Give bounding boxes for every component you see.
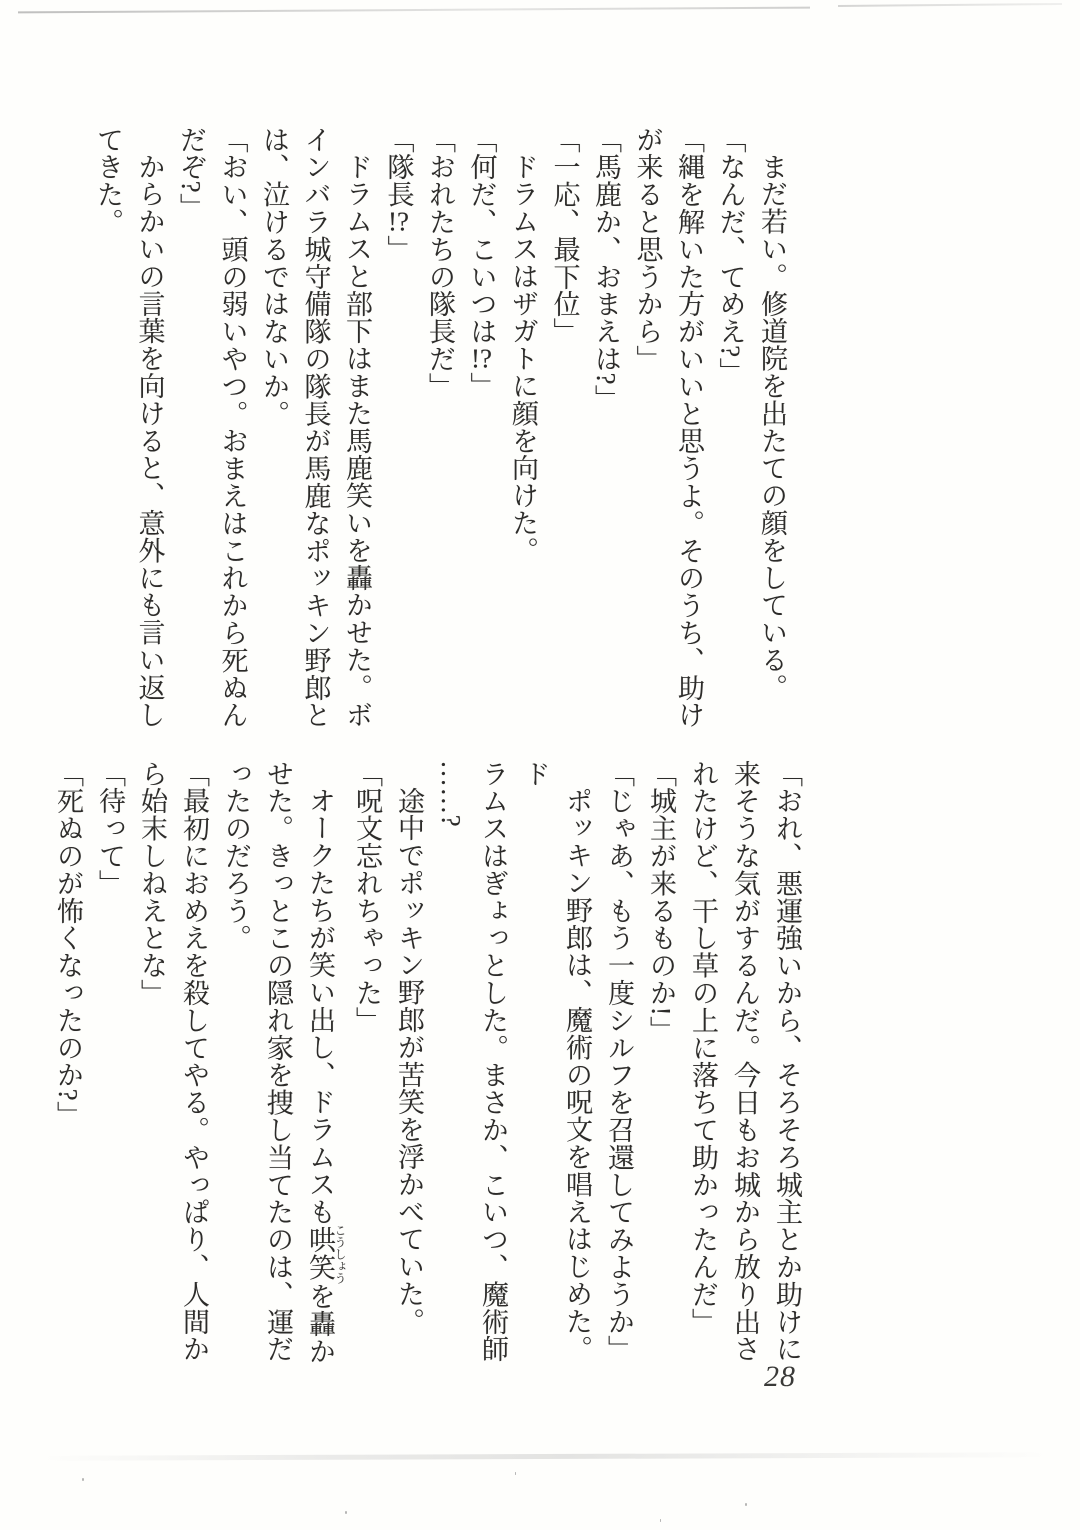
- text-line: せた。きっとこの隠れ家を捜し当てたのは、運だ: [263, 760, 293, 1363]
- text-line: からかいの言葉を向けると、意外にも言い返し: [134, 153, 165, 729]
- text-line: だぞ?」: [176, 126, 206, 221]
- text-line: ら始末しねえとな」: [137, 760, 167, 1007]
- text-line: が来ると思うから」: [632, 126, 663, 373]
- page-number: 28: [764, 1360, 796, 1393]
- text-line: 「城主が来るものか!」: [646, 760, 676, 1044]
- scan-dust-speck: [515, 1472, 516, 1475]
- scan-artifact-bottom-smudge: [40, 1452, 1052, 1461]
- text-line: てきた。: [93, 126, 123, 236]
- text-line: オークたちが笑い出し、ドラムスも哄笑こうしょうを轟か: [305, 787, 347, 1366]
- ruby-annotated-word: 哄笑こうしょう: [305, 1224, 347, 1285]
- text-line: 「なんだ、てめえ?」: [715, 126, 746, 385]
- tate-chu-yoko: !?: [388, 208, 409, 236]
- text-line: 「おれ、悪運強いから、そろそろ城主とか助けに: [772, 760, 802, 1363]
- text-block-bottom: [47, 760, 808, 1368]
- text-line: 「呪文忘れちゃった」: [352, 760, 382, 1034]
- scan-artifact-top-line-right: [838, 3, 1062, 7]
- text-line: 「一応、最下位」: [549, 126, 580, 346]
- text-line: 「隊長!?」: [383, 126, 414, 263]
- tate-chu-yoko: !?: [471, 345, 492, 373]
- text-line: ドラムスはザガトに顔を向けた。: [508, 153, 538, 564]
- text-line: まだ若い。修道院を出たての顔をしている。: [757, 153, 787, 701]
- text-line: ドラムスと部下はまた馬鹿笑いを轟かせた。ボ: [342, 153, 372, 729]
- scan-artifact-top-line: [18, 7, 810, 14]
- text-line: ポッキン野郎は、魔術の呪文を唱えはじめた。ド: [520, 760, 592, 1363]
- text-line: ラムスはぎょっとした。まさか、こいつ、魔術師: [478, 760, 508, 1363]
- text-line: れたけど、干し草の上に落ちて助かったんだ」: [688, 760, 718, 1336]
- text-line: 「死ぬのが怖くなったのか?」: [53, 760, 83, 1129]
- text-line: インバラ城守備隊の隊長が馬鹿なポッキン野郎と: [300, 126, 331, 729]
- scan-dust-speck: [660, 1519, 661, 1522]
- text-line: 「馬鹿か、おまえは?」: [591, 126, 621, 413]
- text-line: 途中でポッキン野郎が苦笑を浮かべていた。: [394, 787, 424, 1335]
- text-line: 「じゃあ、もう一度シルフを召還してみようか」: [604, 760, 634, 1363]
- scan-dust-speck: [82, 1478, 84, 1481]
- text-block-top: [87, 126, 793, 734]
- text-line: 「おい、頭の弱いやつ。おまえはこれから死ぬん: [217, 126, 248, 729]
- text-line: は、泣けるではないか。: [259, 126, 289, 428]
- text-line: ったのだろう。: [221, 760, 251, 952]
- text-line: 「最初におめえを殺してやる。やっぱり、人間か: [179, 760, 209, 1363]
- text-line: ……?: [436, 760, 466, 828]
- text-line: 「縄を解いた方がいいと思うよ。そのうち、助け: [674, 126, 704, 729]
- scan-dust-speck: [345, 1511, 347, 1514]
- text-line: 来そうな気がするんだ。今日もお城から放り出さ: [730, 760, 760, 1363]
- text-line: 「おれたちの隊長だ」: [425, 126, 455, 400]
- text-line: 「何だ、こいつは!?」: [466, 126, 497, 400]
- scan-dust-speck: [745, 1503, 747, 1506]
- text-line: 「待って」: [95, 760, 125, 897]
